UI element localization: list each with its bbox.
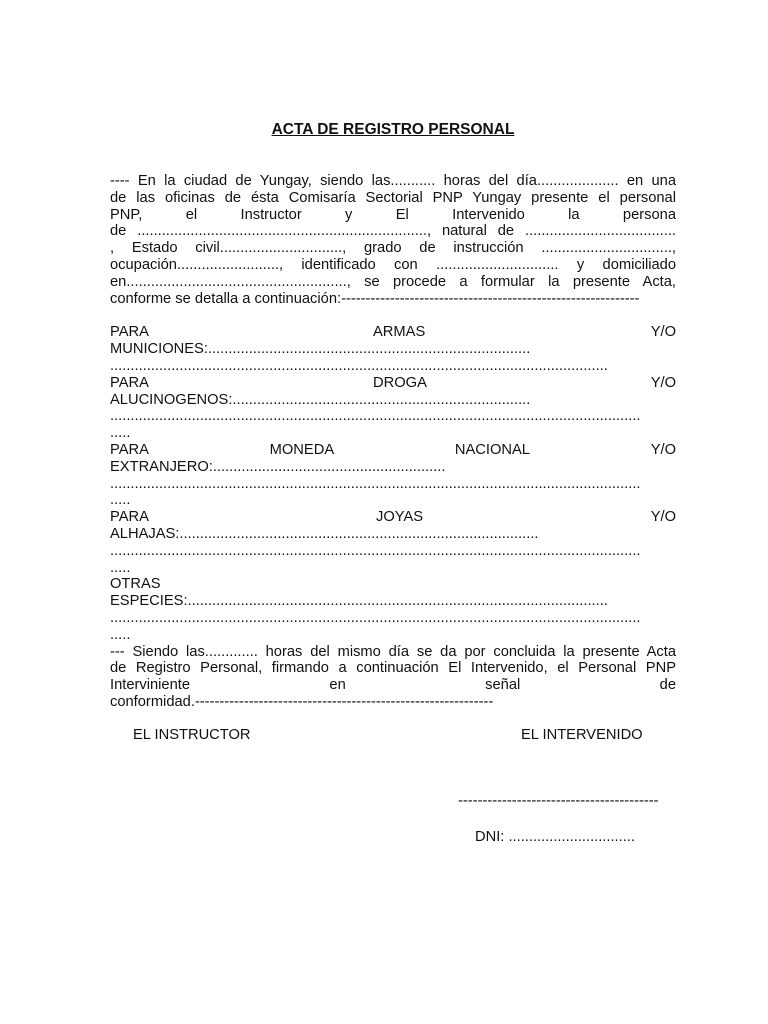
intro-line: ---- En la ciudad de Yungay, siendo las........... horas del día.................... en una xyxy=(110,173,676,189)
intro-paragraph xyxy=(110,173,676,307)
section-line: ..... xyxy=(110,626,131,643)
section-line: ..... xyxy=(110,492,131,509)
intro-line: ocupación........................., identificado con .............................. y domiciliado xyxy=(110,256,676,273)
section-otras xyxy=(110,576,676,643)
section-armas xyxy=(110,324,676,374)
section-heading: PARA DROGA Y/O xyxy=(110,374,676,391)
dni-field: DNI: ............................... xyxy=(475,829,635,845)
document-title: ACTA DE REGISTRO PERSONAL xyxy=(271,121,515,138)
section-line: .................................................................................................................................. xyxy=(110,542,641,559)
paragraph-gap xyxy=(110,307,676,324)
section-heading: PARA JOYAS Y/O xyxy=(110,509,676,526)
intro-line: PNP, el Instructor y El Intervenido la persona xyxy=(110,206,676,223)
section-joyas xyxy=(110,509,676,576)
section-line: MUNICIONES:............................................................................... xyxy=(110,341,531,358)
section-line: ALUCINOGENOS:......................................................................... xyxy=(110,391,531,408)
section-line: .................................................................................................................................. xyxy=(110,408,641,425)
section-line: .................................................................................................................................. xyxy=(110,609,641,626)
section-droga xyxy=(110,375,676,442)
closing-line: de Registro Personal, firmando a continuación El Intervenido, el Personal PNP xyxy=(110,660,676,677)
intro-line: en......................................................, se procede a formular la presente Acta, xyxy=(110,273,676,290)
section-line: ..... xyxy=(110,559,131,576)
section-heading: PARA MONEDA NACIONAL Y/O xyxy=(110,441,676,458)
section-moneda xyxy=(110,442,676,509)
section-line: ALHAJAS:........................................................................................ xyxy=(110,525,539,542)
signature-line: ----------------------------------------- xyxy=(458,793,659,809)
closing-line: conformidad.------------------------------------------------------------- xyxy=(110,693,494,710)
section-line: ..... xyxy=(110,425,131,442)
section-line: .......................................................................................................................... xyxy=(110,357,608,374)
intro-line: de ......................................................................., natural de ..................................... xyxy=(110,223,676,240)
intro-line: de las oficinas de ésta Comisaría Sectorial PNP Yungay presente el personal xyxy=(110,189,676,206)
section-heading: PARA ARMAS Y/O xyxy=(110,324,676,341)
closing-paragraph xyxy=(110,644,676,711)
instructor-label: EL INSTRUCTOR xyxy=(133,727,251,743)
closing-line: Interviniente en señal de xyxy=(110,677,676,694)
section-line: ESPECIES:....................................................................................................... xyxy=(110,593,608,610)
intervenido-label: EL INTERVENIDO xyxy=(521,727,643,743)
section-line: .................................................................................................................................. xyxy=(110,475,641,492)
closing-line: --- Siendo las............. horas del mismo día se da por concluida la presente Acta xyxy=(110,643,676,660)
section-line: EXTRANJERO:......................................................... xyxy=(110,458,446,475)
intro-line: conforme se detalla a continuación:------------------------------------------------------------- xyxy=(110,290,640,307)
document-body xyxy=(110,173,676,711)
intro-line: , Estado civil.............................., grado de instrucción ................................, xyxy=(110,240,676,257)
section-heading: OTRAS xyxy=(110,576,161,593)
